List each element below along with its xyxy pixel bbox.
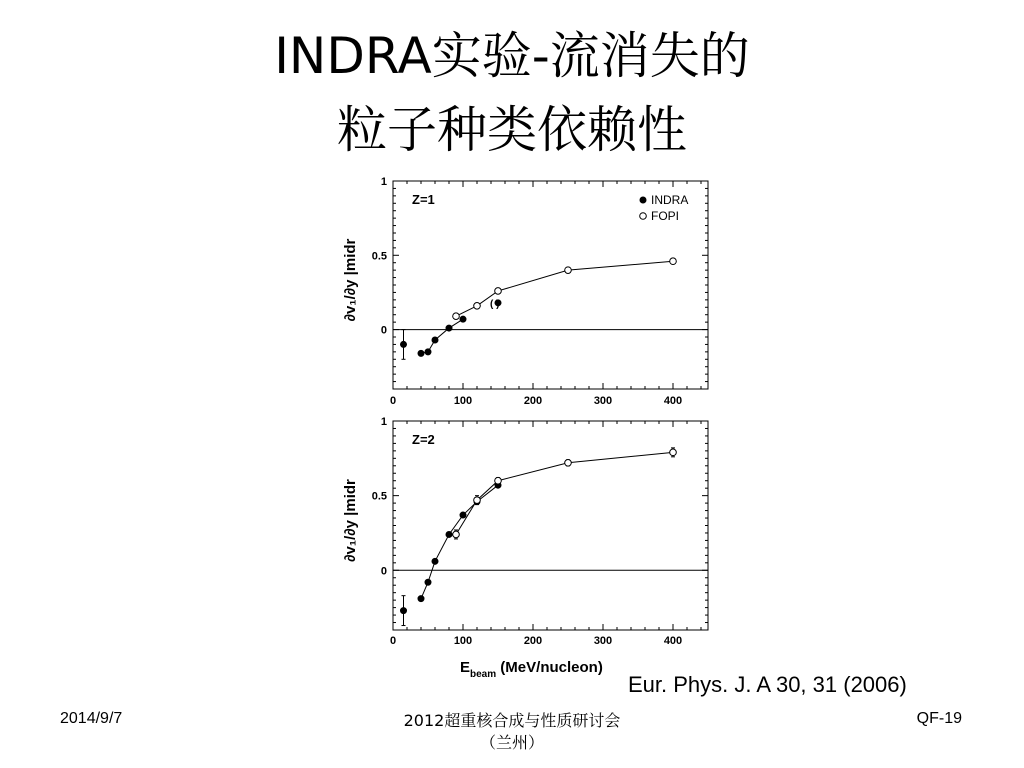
x-tick-label: 400 [663,395,683,407]
chart-panel-2 [342,416,708,647]
x-tick-label: 200 [523,395,543,407]
y-axis-label: ∂v₁/∂y |midr [342,238,359,322]
data-point-fopi [474,497,481,504]
data-point-indra [425,579,431,585]
data-point-indra [432,337,438,343]
footer-slide-id: QF-19 [916,710,962,727]
citation-text: Eur. Phys. J. A 30, 31 (2006) [628,672,907,697]
x-tick-label: 300 [593,395,613,407]
data-point-indra [460,316,466,322]
data-point-fopi [670,258,677,265]
legend-marker-indra [640,197,646,203]
data-point-indra [446,531,452,537]
data-point-indra [401,341,407,347]
data-point-fopi [670,449,677,456]
data-point-fopi [565,460,572,467]
slide-title-line2: 粒子种类依赖性 [337,101,687,159]
data-point-fopi [474,303,481,310]
x-tick-label: 0 [389,395,397,407]
x-tick-label: 0 [389,635,397,647]
y-tick-label: 0.5 [371,250,387,263]
series-indra-0 [418,482,501,601]
series-line [456,452,673,534]
x-tick-label: 100 [453,635,473,647]
series-fopi-2 [453,258,677,320]
series-indra-1 [401,596,407,626]
x-tick-label: 200 [523,635,543,647]
x-tick-label: 100 [453,395,473,407]
y-tick-label: 0.5 [371,490,387,503]
x-tick-label: 400 [663,635,683,647]
data-point-fopi [495,477,502,484]
series-fopi-2 [453,448,677,539]
x-axis-label: $E_{beam}$ (MeV/nucleon) [460,659,603,680]
y-axis-label: ∂v₁/∂y |midr [342,479,359,562]
annotation-text: ( ) [490,298,500,310]
footer-date: 2014/9/7 [60,710,123,727]
data-point-fopi [495,288,502,295]
legend-label: INDRA [651,193,689,207]
legend [640,193,689,223]
data-point-fopi [453,531,460,538]
series-line [421,485,498,598]
y-tick-label: 1 [380,176,387,188]
data-point-fopi [565,267,572,274]
data-point-indra [432,558,438,564]
footer-center [362,710,662,754]
panel-label: Z=2 [412,432,435,447]
series-indra-0 [418,316,466,356]
footer-center-line2: （兰州） [479,733,544,752]
data-point-indra [418,596,424,602]
plot-frame [393,421,708,630]
legend-label: FOPI [651,209,680,223]
y-tick-label: 0 [380,324,387,337]
data-point-indra [418,350,424,356]
legend-marker-fopi [640,213,647,220]
data-point-fopi [453,313,460,320]
data-point-indra [446,325,452,331]
data-point-indra [460,512,466,518]
flow-figure [320,168,720,688]
footer-center-line1: 2012超重核合成与性质研讨会 [403,711,621,730]
data-point-indra [425,349,431,355]
series-line [421,319,463,353]
slide-title-line1: INDRA实验-流消失的 [274,27,750,85]
panel-label: Z=1 [412,192,435,207]
chart-panel-1 [342,176,708,407]
x-tick-label: 300 [593,635,613,647]
y-tick-label: 0 [380,565,387,578]
y-tick-label: 1 [380,416,387,428]
data-point-indra [401,608,407,614]
